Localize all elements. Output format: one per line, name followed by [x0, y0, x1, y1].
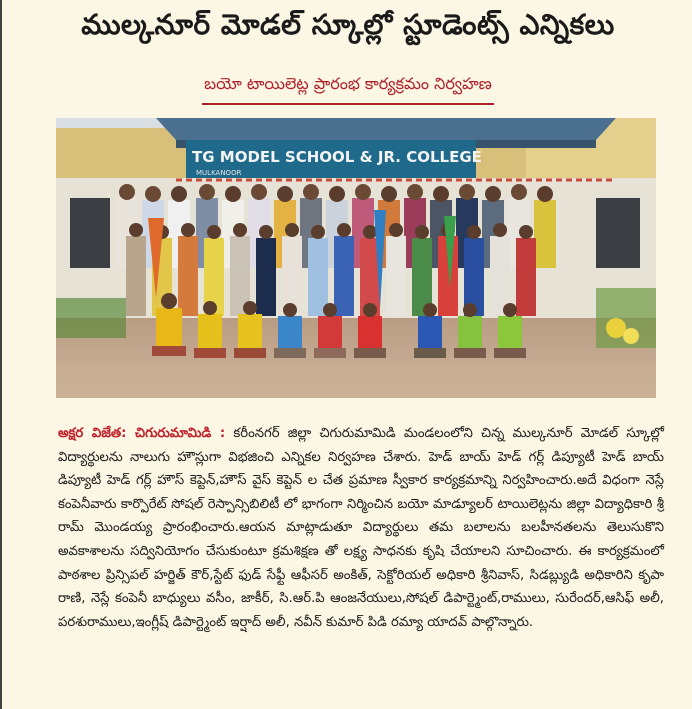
group-photo: [56, 118, 656, 398]
article-body: కరీంనగర్ జిల్లా చిగురుమామిడి మండలంలోని చిన్న ముల్కనూర్ మోడల్ స్కూల్లో విద్యార్థులను నాలుగు హౌస్లుగా విభజించి ఎన్నికల నిర్వహణ చేశారు. హెడ్ బాయ్ హెడ్ గర్ల్ డిప్యూటీ హెడ్ బాయ్ డిప్యూటీ హెడ్ గర్ల్ హౌస్ కెప్టెన్,హౌస్ వైస్ కెప్టెన్ ల చేత ప్రమాణ స్వీకార కార్యక్రమాన్ని నిర్వహించారు.అదే విధంగా నెస్లే కంపెనీవారు కార్పొరేట్ సోషల్ రెస్పాన్సిబిలిటీ లో భాగంగా నిర్మించిన బయో మాడ్యూలర్ టాయిలెట్లను జిల్లా విద్యాధికారి శ్రీ రామ్ మొండయ్య ప్రారంభించారు.ఆయన మాట్లాడుతూ విద్యార్థులు తమ బలాలను బలహీనతలను తెలుసుకొని అవకాశాలను సద్వినియోగం చేసుకుంటూ క్రమశిక్షణ తో లక్ష్య సాధనకు కృషి చేయాలని సూచించారు. ఈ కార్యక్రమంలో పాఠశాల ప్రిన్సిపల్ హర్జిత్ కౌర్,స్టేట్ ఫుడ్ సేఫ్టీ ఆఫీసర్ అంకిత్, సెక్టోరియల్ అధికారి శ్రీనివాస్, సిడబ్ల్యుడి అధికారిని కృపా రాణి, నెస్లే కంపెనీ బాధ్యులు వసీం, జాకీర్, సి.ఆర్.పి ఆంజనేయులు,సోషల్ డిపార్ట్మెంట్,రాములు, సురేందర్,ఆసిఫ్ అలీ, పరశురాములు,ఇంగ్లీష్ డిపార్ట్మెంట్ ఇర్షాద్ అలీ, నవీన్ కుమార్ పిడి రమ్యా యాదవ్ పాల్గొన్నారు.: [58, 426, 664, 630]
school-sign-subtext: MULKANOOR: [196, 169, 242, 177]
school-sign-text: TG MODEL SCHOOL & JR. COLLEGE: [192, 148, 482, 166]
article-headline: ముల్కనూర్ మోడల్ స్కూల్లో స్టూడెంట్స్ ఎన్నికలు: [81, 8, 615, 41]
article-byline: అక్షర విజేత: చిగురుమామిడి :: [58, 426, 226, 441]
article-body-container: [58, 422, 664, 634]
article-subheadline: బయో టాయిలెట్ల ప్రారంభ కార్యక్రమం నిర్వహణ: [202, 72, 494, 105]
subheadline-container: [2, 72, 692, 105]
